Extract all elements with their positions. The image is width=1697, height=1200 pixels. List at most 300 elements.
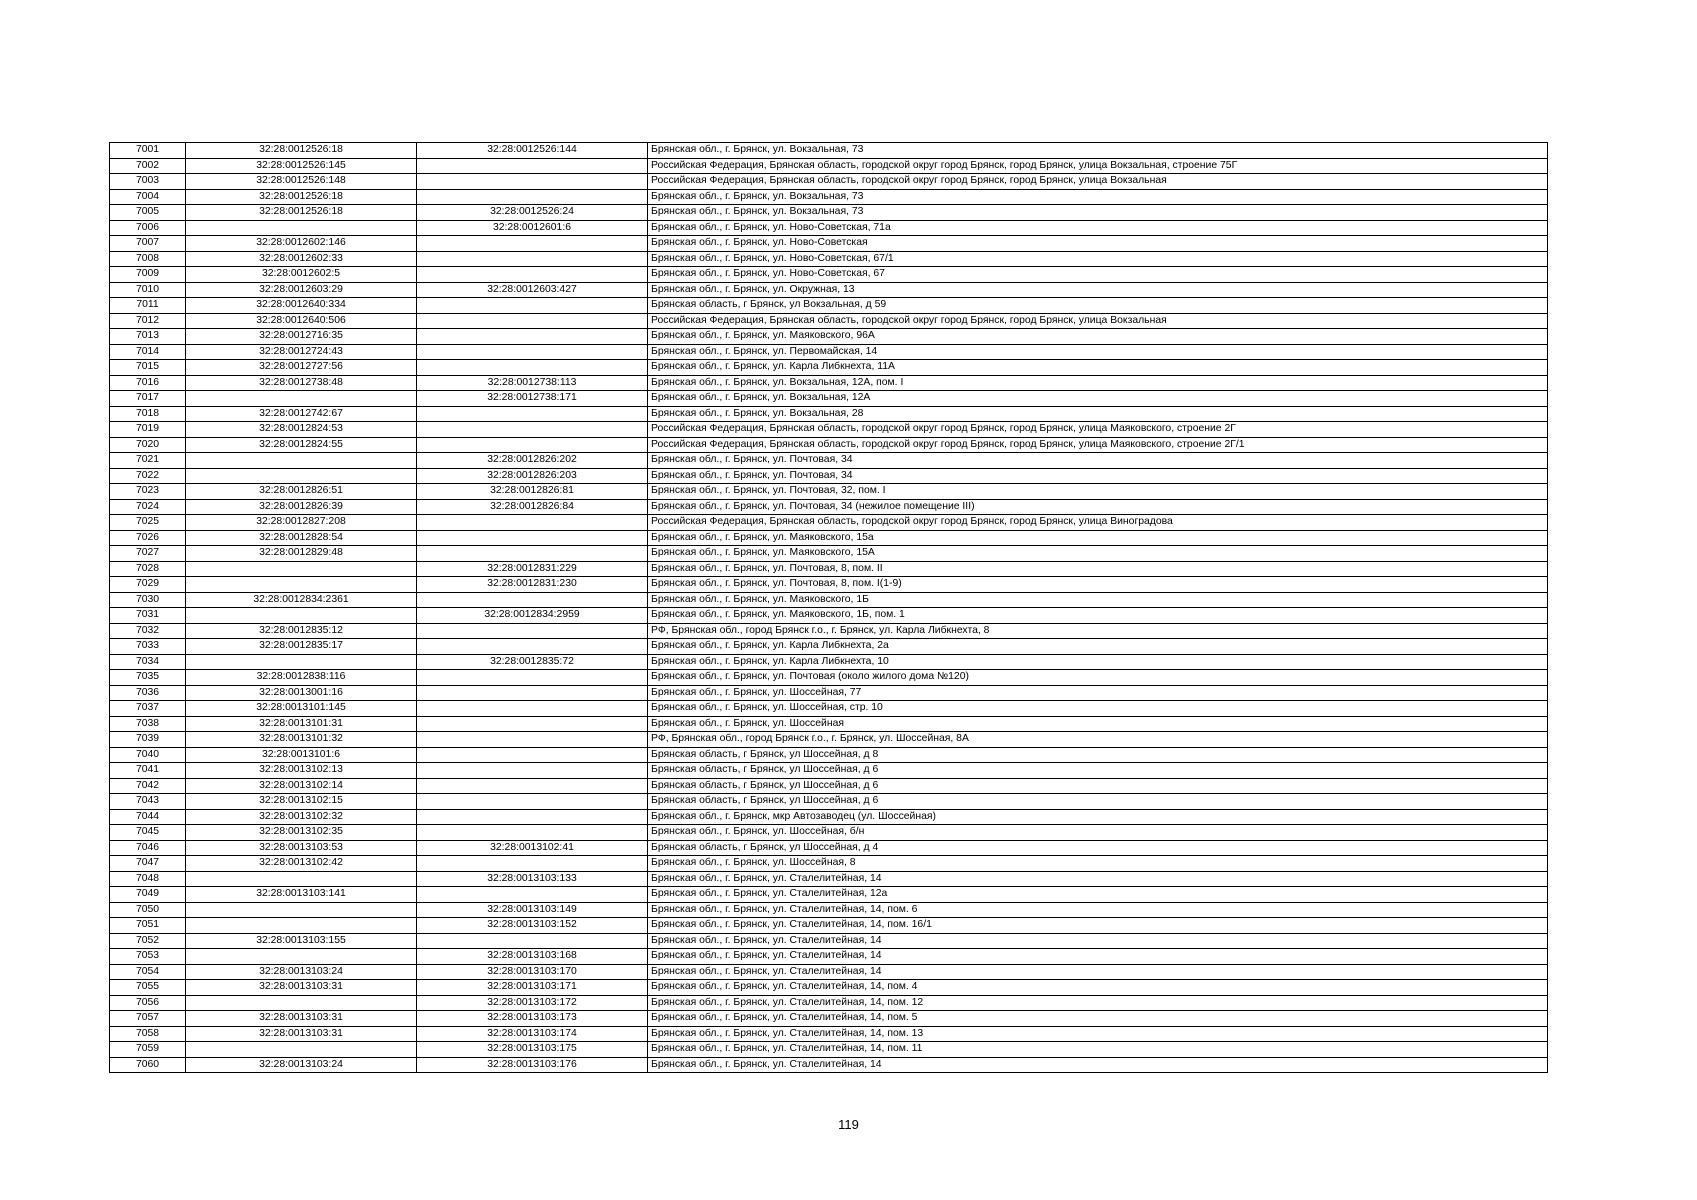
cadastral-number-cell: 32:28:0013001:16 [186,685,417,701]
parent-cadastral-cell [417,685,648,701]
table-row [110,344,1548,360]
cadastral-number-cell: 32:28:0012640:334 [186,298,417,314]
cadastral-number-cell: 32:28:0013102:13 [186,763,417,779]
table-row [110,887,1548,903]
parent-cadastral-cell: 32:28:0012526:24 [417,205,648,221]
address-cell: Брянская обл., г. Брянск, ул. Вокзальная, 12А, пом. I [648,375,1548,391]
cadastral-number-cell: 32:28:0013103:31 [186,980,417,996]
address-cell: Брянская область, г Брянск, ул Шоссейная, д 6 [648,763,1548,779]
row-number-cell: 7026 [110,530,186,546]
row-number-cell: 7022 [110,468,186,484]
table-row [110,220,1548,236]
table-row [110,980,1548,996]
cadastral-number-cell [186,468,417,484]
row-number-cell: 7058 [110,1026,186,1042]
cadastral-number-cell: 32:28:0013101:31 [186,716,417,732]
cadastral-number-cell: 32:28:0012640:506 [186,313,417,329]
cadastral-number-cell: 32:28:0012602:146 [186,236,417,252]
table-row [110,577,1548,593]
address-cell: Брянская обл., г. Брянск, ул. Карла Либкнехта, 2а [648,639,1548,655]
parent-cadastral-cell: 32:28:0013103:176 [417,1057,648,1073]
row-number-cell: 7005 [110,205,186,221]
row-number-cell: 7015 [110,360,186,376]
cadastral-number-cell [186,577,417,593]
cadastral-number-cell: 32:28:0013102:15 [186,794,417,810]
row-number-cell: 7012 [110,313,186,329]
table-row [110,251,1548,267]
cadastral-number-cell: 32:28:0013101:145 [186,701,417,717]
table-row [110,1011,1548,1027]
address-cell: Брянская обл., г. Брянск, ул. Сталелитейная, 14, пом. 11 [648,1042,1548,1058]
cadastral-number-cell: 32:28:0012526:18 [186,205,417,221]
row-number-cell: 7004 [110,189,186,205]
address-cell: Брянская обл., г. Брянск, ул. Сталелитейная, 14 [648,1057,1548,1073]
address-cell: Российская Федерация, Брянская область, городской округ город Брянск, город Брянск, улица Вокзальная [648,174,1548,190]
table-row [110,778,1548,794]
cadastral-number-cell: 32:28:0012526:145 [186,158,417,174]
cadastral-number-cell [186,453,417,469]
table-row [110,143,1548,159]
row-number-cell: 7021 [110,453,186,469]
parent-cadastral-cell: 32:28:0012826:84 [417,499,648,515]
row-number-cell: 7055 [110,980,186,996]
address-cell: Брянская обл., г. Брянск, ул. Ново-Советская, 67 [648,267,1548,283]
parent-cadastral-cell: 32:28:0012826:81 [417,484,648,500]
table-row [110,484,1548,500]
parent-cadastral-cell: 32:28:0013103:152 [417,918,648,934]
parent-cadastral-cell: 32:28:0013103:168 [417,949,648,965]
table-row [110,329,1548,345]
table-row [110,856,1548,872]
parent-cadastral-cell [417,313,648,329]
cadastral-number-cell: 32:28:0012835:17 [186,639,417,655]
parent-cadastral-cell [417,887,648,903]
row-number-cell: 7046 [110,840,186,856]
row-number-cell: 7056 [110,995,186,1011]
cadastral-number-cell [186,608,417,624]
table-row [110,530,1548,546]
address-cell: Брянская обл., г. Брянск, ул. Почтовая, 34 [648,453,1548,469]
row-number-cell: 7049 [110,887,186,903]
cadastral-number-cell: 32:28:0013101:6 [186,747,417,763]
cadastral-number-cell: 32:28:0012602:5 [186,267,417,283]
parent-cadastral-cell [417,747,648,763]
address-cell: Брянская обл., г. Брянск, ул. Сталелитейная, 14 [648,933,1548,949]
cadastral-number-cell [186,871,417,887]
address-cell: Брянская обл., г. Брянск, ул. Шоссейная, стр. 10 [648,701,1548,717]
row-number-cell: 7007 [110,236,186,252]
parent-cadastral-cell [417,437,648,453]
row-number-cell: 7042 [110,778,186,794]
address-cell: РФ, Брянская обл., город Брянск г.о., г. Брянск, ул. Шоссейная, 8А [648,732,1548,748]
cadastral-number-cell: 32:28:0012603:29 [186,282,417,298]
row-number-cell: 7041 [110,763,186,779]
cadastral-number-cell: 32:28:0012526:18 [186,143,417,159]
parent-cadastral-cell [417,530,648,546]
table-row [110,871,1548,887]
table-row [110,964,1548,980]
row-number-cell: 7051 [110,918,186,934]
parent-cadastral-cell: 32:28:0012601:6 [417,220,648,236]
table-body [110,143,1548,1073]
parent-cadastral-cell: 32:28:0013103:133 [417,871,648,887]
row-number-cell: 7040 [110,747,186,763]
row-number-cell: 7027 [110,546,186,562]
parent-cadastral-cell [417,716,648,732]
table-row [110,1057,1548,1073]
table-row [110,391,1548,407]
parent-cadastral-cell: 32:28:0012603:427 [417,282,648,298]
address-cell: Брянская обл., г. Брянск, ул. Почтовая, 8, пом. I(1-9) [648,577,1548,593]
row-number-cell: 7052 [110,933,186,949]
table-row [110,561,1548,577]
address-cell: Брянская обл., г. Брянск, ул. Почтовая, 32, пом. I [648,484,1548,500]
address-cell: Брянская обл., г. Брянск, ул. Окружная, 13 [648,282,1548,298]
parent-cadastral-cell [417,732,648,748]
address-cell: Брянская обл., г. Брянск, ул. Сталелитейная, 14 [648,964,1548,980]
table-row [110,763,1548,779]
row-number-cell: 7029 [110,577,186,593]
cadastral-number-cell [186,995,417,1011]
table-row [110,949,1548,965]
cadastral-number-cell: 32:28:0012824:53 [186,422,417,438]
parent-cadastral-cell: 32:28:0012834:2959 [417,608,648,624]
page-number: 119 [838,1117,859,1132]
table-row [110,437,1548,453]
table-row [110,902,1548,918]
table-row [110,158,1548,174]
parent-cadastral-cell: 32:28:0012738:171 [417,391,648,407]
cadastral-number-cell: 32:28:0013103:24 [186,964,417,980]
table-row [110,453,1548,469]
address-cell: Брянская обл., г. Брянск, ул. Маяковского, 15А [648,546,1548,562]
cadastral-number-cell [186,902,417,918]
parent-cadastral-cell [417,546,648,562]
address-cell: Брянская обл., г. Брянск, ул. Вокзальная, 73 [648,189,1548,205]
cadastral-number-cell: 32:28:0012742:67 [186,406,417,422]
row-number-cell: 7013 [110,329,186,345]
row-number-cell: 7047 [110,856,186,872]
parent-cadastral-cell [417,825,648,841]
address-cell: Брянская обл., г. Брянск, ул. Сталелитейная, 14, пом. 6 [648,902,1548,918]
address-cell: Брянская обл., г. Брянск, ул. Вокзальная, 73 [648,205,1548,221]
row-number-cell: 7035 [110,670,186,686]
address-cell: Брянская обл., г. Брянск, ул. Сталелитейная, 14, пом. 4 [648,980,1548,996]
row-number-cell: 7008 [110,251,186,267]
address-cell: Брянская обл., г. Брянск, ул. Маяковского, 1Б, пом. 1 [648,608,1548,624]
row-number-cell: 7017 [110,391,186,407]
cadastral-number-cell: 32:28:0013102:32 [186,809,417,825]
parent-cadastral-cell: 32:28:0013102:41 [417,840,648,856]
parent-cadastral-cell: 32:28:0012738:113 [417,375,648,391]
parent-cadastral-cell [417,236,648,252]
cadastral-number-cell: 32:28:0013103:155 [186,933,417,949]
row-number-cell: 7037 [110,701,186,717]
parent-cadastral-cell [417,856,648,872]
parent-cadastral-cell: 32:28:0013103:170 [417,964,648,980]
table-row [110,499,1548,515]
parent-cadastral-cell [417,670,648,686]
row-number-cell: 7024 [110,499,186,515]
address-cell: Брянская обл., г. Брянск, ул. Сталелитейная, 14, пом. 16/1 [648,918,1548,934]
row-number-cell: 7038 [110,716,186,732]
table-row [110,468,1548,484]
table-row [110,313,1548,329]
address-cell: Брянская обл., г. Брянск, ул. Маяковского, 96А [648,329,1548,345]
table-row [110,267,1548,283]
address-cell: Брянская область, г Брянск, ул Вокзальная, д 59 [648,298,1548,314]
address-cell: Российская Федерация, Брянская область, городской округ город Брянск, город Брянск, улица Маяковского, строение 2Г/1 [648,437,1548,453]
address-cell: Брянская обл., г. Брянск, ул. Вокзальная, 28 [648,406,1548,422]
address-cell: Брянская обл., г. Брянск, ул. Почтовая, 8, пом. II [648,561,1548,577]
row-number-cell: 7019 [110,422,186,438]
cadastral-number-cell: 32:28:0012834:2361 [186,592,417,608]
cadastral-number-cell: 32:28:0012727:56 [186,360,417,376]
cadastral-number-cell: 32:28:0013102:14 [186,778,417,794]
row-number-cell: 7054 [110,964,186,980]
row-number-cell: 7010 [110,282,186,298]
cadastral-number-cell: 32:28:0012724:43 [186,344,417,360]
address-cell: Брянская обл., г. Брянск, ул. Маяковского, 1Б [648,592,1548,608]
table-row [110,174,1548,190]
address-cell: Российская Федерация, Брянская область, городской округ город Брянск, город Брянск, улица Вокзальная [648,313,1548,329]
parent-cadastral-cell: 32:28:0012826:202 [417,453,648,469]
parent-cadastral-cell: 32:28:0013103:171 [417,980,648,996]
cadastral-number-cell [186,654,417,670]
cadastral-number-cell: 32:28:0013102:42 [186,856,417,872]
row-number-cell: 7044 [110,809,186,825]
row-number-cell: 7016 [110,375,186,391]
parent-cadastral-cell [417,515,648,531]
parent-cadastral-cell: 32:28:0013103:175 [417,1042,648,1058]
table-row [110,716,1548,732]
row-number-cell: 7020 [110,437,186,453]
cadastral-number-cell [186,220,417,236]
cadastral-number-cell [186,391,417,407]
address-cell: Брянская обл., г. Брянск, ул. Вокзальная, 73 [648,143,1548,159]
cadastral-number-cell: 32:28:0013103:24 [186,1057,417,1073]
table-row [110,623,1548,639]
table-row [110,933,1548,949]
row-number-cell: 7033 [110,639,186,655]
address-cell: Брянская обл., г. Брянск, ул. Ново-Советская, 71а [648,220,1548,236]
cadastral-table [109,142,1548,1073]
parent-cadastral-cell [417,267,648,283]
row-number-cell: 7059 [110,1042,186,1058]
table-row [110,654,1548,670]
row-number-cell: 7002 [110,158,186,174]
parent-cadastral-cell: 32:28:0012831:230 [417,577,648,593]
parent-cadastral-cell [417,406,648,422]
address-cell: Брянская обл., г. Брянск, ул. Вокзальная, 12А [648,391,1548,407]
address-cell: Брянская обл., г. Брянск, ул. Почтовая (около жилого дома №120) [648,670,1548,686]
table-row [110,1042,1548,1058]
row-number-cell: 7009 [110,267,186,283]
address-cell: Брянская обл., г. Брянск, ул. Сталелитейная, 14, пом. 12 [648,995,1548,1011]
row-number-cell: 7045 [110,825,186,841]
address-cell: Брянская обл., г. Брянск, ул. Сталелитейная, 14, пом. 13 [648,1026,1548,1042]
cadastral-number-cell: 32:28:0012738:48 [186,375,417,391]
address-cell: Брянская обл., г. Брянск, ул. Шоссейная, 8 [648,856,1548,872]
parent-cadastral-cell [417,639,648,655]
address-cell: Брянская обл., г. Брянск, ул. Ново-Советская [648,236,1548,252]
table-row [110,298,1548,314]
row-number-cell: 7060 [110,1057,186,1073]
parent-cadastral-cell [417,592,648,608]
cadastral-number-cell: 32:28:0012828:54 [186,530,417,546]
row-number-cell: 7048 [110,871,186,887]
address-cell: Брянская область, г Брянск, ул Шоссейная, д 6 [648,794,1548,810]
cadastral-number-cell: 32:28:0013103:53 [186,840,417,856]
row-number-cell: 7011 [110,298,186,314]
address-cell: Брянская обл., г. Брянск, ул. Сталелитейная, 14, пом. 5 [648,1011,1548,1027]
parent-cadastral-cell [417,701,648,717]
address-cell: Брянская обл., г. Брянск, ул. Карла Либкнехта, 11А [648,360,1548,376]
table-row [110,840,1548,856]
table-row [110,639,1548,655]
table-row [110,670,1548,686]
address-cell: Брянская обл., г. Брянск, ул. Шоссейная [648,716,1548,732]
parent-cadastral-cell [417,778,648,794]
table-row [110,360,1548,376]
row-number-cell: 7006 [110,220,186,236]
address-cell: Брянская обл., г. Брянск, ул. Шоссейная, б/н [648,825,1548,841]
address-cell: Брянская обл., г. Брянск, ул. Первомайская, 14 [648,344,1548,360]
cadastral-number-cell: 32:28:0012829:48 [186,546,417,562]
address-cell: РФ, Брянская обл., город Брянск г.о., г. Брянск, ул. Карла Либкнехта, 8 [648,623,1548,639]
cadastral-number-cell: 32:28:0012602:33 [186,251,417,267]
table-row [110,406,1548,422]
cadastral-number-cell: 32:28:0012526:18 [186,189,417,205]
address-cell: Российская Федерация, Брянская область, городской округ город Брянск, город Брянск, улица Маяковского, строение 2Г [648,422,1548,438]
table-row [110,375,1548,391]
cadastral-number-cell: 32:28:0012716:35 [186,329,417,345]
cadastral-number-cell: 32:28:0013103:141 [186,887,417,903]
address-cell: Брянская обл., г. Брянск, мкр Автозаводец (ул. Шоссейная) [648,809,1548,825]
parent-cadastral-cell [417,933,648,949]
row-number-cell: 7023 [110,484,186,500]
address-cell: Брянская обл., г. Брянск, ул. Карла Либкнехта, 10 [648,654,1548,670]
cadastral-number-cell: 32:28:0013103:31 [186,1026,417,1042]
cadastral-number-cell: 32:28:0013101:32 [186,732,417,748]
cadastral-number-cell [186,561,417,577]
cadastral-number-cell: 32:28:0012827:208 [186,515,417,531]
table-row [110,995,1548,1011]
row-number-cell: 7034 [110,654,186,670]
row-number-cell: 7003 [110,174,186,190]
row-number-cell: 7001 [110,143,186,159]
parent-cadastral-cell [417,344,648,360]
table-row [110,282,1548,298]
address-cell: Брянская область, г Брянск, ул Шоссейная, д 8 [648,747,1548,763]
cadastral-number-cell: 32:28:0012838:116 [186,670,417,686]
cadastral-number-cell: 32:28:0012526:148 [186,174,417,190]
table-row [110,685,1548,701]
table-row [110,546,1548,562]
table-row [110,794,1548,810]
row-number-cell: 7053 [110,949,186,965]
parent-cadastral-cell [417,794,648,810]
parent-cadastral-cell: 32:28:0012826:203 [417,468,648,484]
parent-cadastral-cell [417,174,648,190]
table-row [110,189,1548,205]
address-cell: Брянская обл., г. Брянск, ул. Почтовая, 34 [648,468,1548,484]
row-number-cell: 7050 [110,902,186,918]
cadastral-number-cell: 32:28:0012835:12 [186,623,417,639]
address-cell: Брянская область, г Брянск, ул Шоссейная, д 4 [648,840,1548,856]
address-cell: Брянская обл., г. Брянск, ул. Сталелитейная, 12а [648,887,1548,903]
row-number-cell: 7025 [110,515,186,531]
cadastral-number-cell [186,1042,417,1058]
row-number-cell: 7036 [110,685,186,701]
address-cell: Брянская обл., г. Брянск, ул. Ново-Советская, 67/1 [648,251,1548,267]
row-number-cell: 7031 [110,608,186,624]
row-number-cell: 7057 [110,1011,186,1027]
cadastral-number-cell [186,918,417,934]
address-cell: Брянская область, г Брянск, ул Шоссейная, д 6 [648,778,1548,794]
parent-cadastral-cell [417,189,648,205]
address-cell: Российская Федерация, Брянская область, городской округ город Брянск, город Брянск, улица Вокзальная, строение 75Г [648,158,1548,174]
parent-cadastral-cell [417,623,648,639]
parent-cadastral-cell: 32:28:0012831:229 [417,561,648,577]
parent-cadastral-cell [417,158,648,174]
address-cell: Брянская обл., г. Брянск, ул. Шоссейная, 77 [648,685,1548,701]
row-number-cell: 7028 [110,561,186,577]
address-cell: Брянская обл., г. Брянск, ул. Почтовая, 34 (нежилое помещение III) [648,499,1548,515]
row-number-cell: 7032 [110,623,186,639]
address-cell: Брянская обл., г. Брянск, ул. Сталелитейная, 14 [648,949,1548,965]
table-row [110,732,1548,748]
parent-cadastral-cell [417,298,648,314]
parent-cadastral-cell [417,422,648,438]
address-cell: Российская Федерация, Брянская область, городской округ город Брянск, город Брянск, улица Виноградова [648,515,1548,531]
parent-cadastral-cell [417,360,648,376]
cadastral-number-cell: 32:28:0012826:51 [186,484,417,500]
table-row [110,592,1548,608]
table-row [110,515,1548,531]
parent-cadastral-cell: 32:28:0012526:144 [417,143,648,159]
cadastral-number-cell [186,949,417,965]
parent-cadastral-cell [417,251,648,267]
table-row [110,1026,1548,1042]
table-row [110,809,1548,825]
parent-cadastral-cell: 32:28:0013103:174 [417,1026,648,1042]
parent-cadastral-cell [417,329,648,345]
parent-cadastral-cell [417,763,648,779]
table-row [110,747,1548,763]
row-number-cell: 7039 [110,732,186,748]
table-row [110,918,1548,934]
cadastral-number-cell: 32:28:0013103:31 [186,1011,417,1027]
row-number-cell: 7018 [110,406,186,422]
parent-cadastral-cell: 32:28:0013103:173 [417,1011,648,1027]
parent-cadastral-cell: 32:28:0012835:72 [417,654,648,670]
table-row [110,205,1548,221]
table-row [110,608,1548,624]
cadastral-number-cell: 32:28:0013102:35 [186,825,417,841]
parent-cadastral-cell: 32:28:0013103:149 [417,902,648,918]
row-number-cell: 7014 [110,344,186,360]
table-row [110,701,1548,717]
row-number-cell: 7030 [110,592,186,608]
row-number-cell: 7043 [110,794,186,810]
cadastral-number-cell: 32:28:0012826:39 [186,499,417,515]
table-row [110,825,1548,841]
table-row [110,236,1548,252]
table-row [110,422,1548,438]
address-cell: Брянская обл., г. Брянск, ул. Сталелитейная, 14 [648,871,1548,887]
cadastral-number-cell: 32:28:0012824:55 [186,437,417,453]
